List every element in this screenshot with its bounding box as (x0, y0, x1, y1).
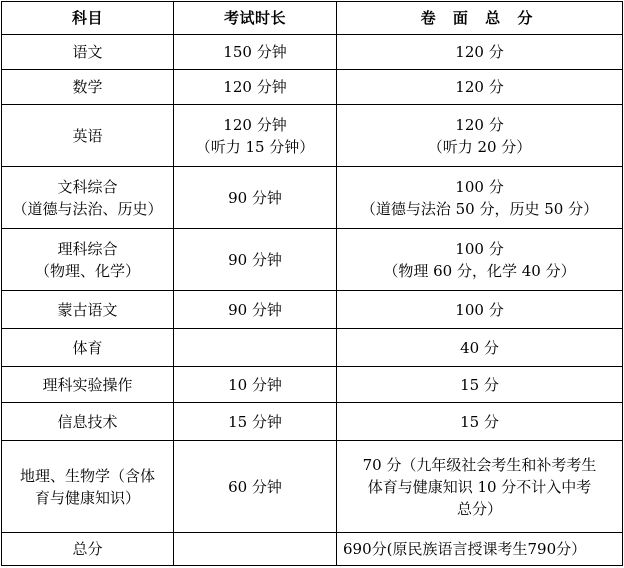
total-score-cell (337, 533, 623, 566)
subject-text: 数学 (72, 78, 103, 96)
duration-cell (174, 291, 337, 329)
score-cell (337, 70, 623, 105)
score-text: 70 分（九年级社会考生和补考考生 (362, 455, 597, 474)
total-row (2, 533, 623, 566)
duration-text: 120 分钟 (223, 115, 287, 134)
subject-cell (2, 105, 174, 167)
duration-cell (174, 229, 337, 291)
subject-text: 英语 (72, 126, 103, 145)
total-label: 总分 (72, 540, 103, 558)
subject-text: 体育 (72, 338, 103, 357)
score-text: 120 分 (455, 43, 504, 61)
duration-text: 150 分钟 (223, 43, 287, 61)
exam-score-table (1, 1, 623, 566)
subject-note: 育与健康知识） (34, 488, 140, 507)
subject-cell (2, 441, 174, 533)
duration-note: （听力 15 分钟） (195, 137, 315, 156)
table-row (2, 70, 623, 105)
total-label-cell (2, 533, 174, 566)
duration-text: 10 分钟 (228, 375, 282, 394)
score-cell (337, 35, 623, 70)
table-row (2, 229, 623, 291)
subject-cell (2, 167, 174, 229)
subject-text: 语文 (72, 43, 103, 61)
duration-cell (174, 70, 337, 105)
table-row (2, 167, 623, 229)
subject-cell (2, 291, 174, 329)
duration-text: 120 分钟 (223, 78, 287, 96)
total-duration-cell (174, 533, 337, 566)
score-note: 体育与健康知识 10 分不计入中考 (367, 477, 592, 496)
score-note: （道德与法治 50 分，历史 50 分） (360, 199, 599, 218)
score-text: 100 分 (455, 177, 504, 196)
table-row (2, 291, 623, 329)
subject-text: 信息技术 (57, 412, 118, 431)
subject-cell (2, 403, 174, 441)
table-row (2, 105, 623, 167)
total-score: 690分(原民族语言授课考生790分） (343, 540, 587, 558)
subject-text: 文科综合 (57, 177, 118, 196)
header-subject: 科目 (2, 2, 174, 35)
score-text: 40 分 (460, 338, 499, 357)
duration-text: 90 分钟 (228, 188, 282, 207)
score-cell (337, 167, 623, 229)
score-cell (337, 229, 623, 291)
score-cell (337, 403, 623, 441)
subject-cell (2, 367, 174, 403)
duration-cell (174, 441, 337, 533)
score-text: 15 分 (460, 412, 499, 431)
score-text: 120 分 (455, 115, 504, 134)
table-row (2, 35, 623, 70)
subject-text: 理科实验操作 (42, 375, 133, 394)
score-note: 总分） (456, 499, 502, 518)
subject-note: （道德与法治、历史） (12, 199, 163, 218)
score-note: （物理 60 分，化学 40 分） (383, 261, 576, 280)
subject-cell (2, 229, 174, 291)
duration-cell (174, 105, 337, 167)
duration-text: 15 分钟 (228, 412, 282, 431)
subject-text: 地理、生物学（含体 (19, 466, 155, 485)
subject-text: 蒙古语文 (57, 300, 118, 319)
score-text: 15 分 (460, 375, 499, 394)
table-row (2, 403, 623, 441)
score-cell (337, 441, 623, 533)
subject-cell (2, 35, 174, 70)
score-cell (337, 329, 623, 367)
duration-text: 60 分钟 (228, 477, 282, 496)
duration-cell (174, 367, 337, 403)
duration-cell (174, 35, 337, 70)
table-row (2, 329, 623, 367)
score-text: 100 分 (455, 239, 504, 258)
duration-cell (174, 167, 337, 229)
duration-text: 90 分钟 (228, 300, 282, 319)
table-row (2, 441, 623, 533)
score-cell (337, 291, 623, 329)
subject-note: （物理、化学） (34, 261, 140, 280)
header-score: 卷 面 总 分 (337, 2, 623, 35)
header-row (2, 2, 623, 35)
subject-cell (2, 70, 174, 105)
duration-cell (174, 329, 337, 367)
subject-cell (2, 329, 174, 367)
score-text: 100 分 (455, 300, 504, 319)
duration-text: 90 分钟 (228, 250, 282, 269)
score-cell (337, 367, 623, 403)
score-text: 120 分 (455, 78, 504, 96)
subject-text: 理科综合 (57, 239, 118, 258)
header-duration: 考试时长 (174, 2, 337, 35)
score-note: （听力 20 分） (427, 137, 532, 156)
duration-cell (174, 403, 337, 441)
table-row (2, 367, 623, 403)
score-cell (337, 105, 623, 167)
